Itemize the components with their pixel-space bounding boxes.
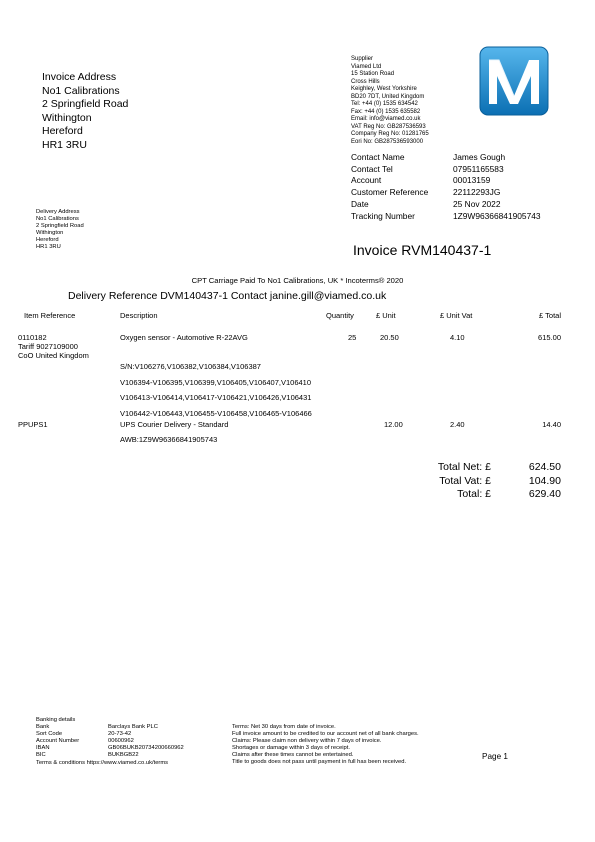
contact-row bbox=[351, 211, 541, 223]
delivery-address-title: Delivery Address bbox=[36, 209, 80, 215]
supplier-line: Supplier bbox=[351, 56, 374, 62]
contact-row bbox=[351, 199, 541, 211]
serial-line: V106413-V106414,V106417-V106421,V106426,V106431 bbox=[120, 393, 312, 403]
total-vat-row bbox=[421, 475, 561, 489]
contact-row bbox=[351, 187, 541, 199]
terms-line: Full invoice amount to be credited to our account net of all bank charges. bbox=[232, 731, 419, 738]
table-row-1-item-ref bbox=[18, 333, 89, 360]
delivery-address-line: Withington bbox=[36, 230, 64, 237]
supplier-line: BD20 7DT, United Kingdom bbox=[351, 93, 425, 100]
banking-row bbox=[36, 731, 184, 738]
banking-label: IBAN bbox=[36, 745, 50, 752]
supplier-line: Viamed Ltd bbox=[351, 63, 382, 70]
total-label: Total: £ bbox=[457, 488, 491, 501]
banking-value: 20-73-42 bbox=[108, 731, 132, 738]
serial-line: V106394-V106395,V106399,V106405,V106407,V106410 bbox=[120, 377, 312, 387]
contact-row bbox=[351, 175, 541, 187]
contact-value: 1Z9W96366841905743 bbox=[453, 210, 541, 221]
terms-line: Title to goods does not pass until payment in full has been received. bbox=[232, 759, 407, 766]
invoice-address-line: Withington bbox=[42, 111, 92, 124]
supplier-line: Email: info@viamed.co.uk bbox=[351, 116, 421, 122]
contact-label: Customer Reference bbox=[351, 187, 429, 198]
item-ref-line: CoO United Kingdom bbox=[18, 351, 89, 360]
table-row-2-unit-vat: 2.40 bbox=[450, 420, 465, 429]
banking-row bbox=[36, 745, 184, 752]
supplier-line: Tel: +44 (0) 1535 634542 bbox=[351, 101, 418, 107]
serial-line: S/N:V106276,V106382,V106384,V106387 bbox=[120, 362, 261, 371]
contact-value: 22112293JG bbox=[453, 187, 501, 198]
delivery-reference: Delivery Reference DVM140437-1 Contact janine.gill@viamed.co.uk bbox=[68, 290, 387, 302]
contact-label: Tracking Number bbox=[351, 210, 415, 221]
contact-value: 00013159 bbox=[453, 175, 491, 186]
banking-value: BUKBGB22 bbox=[108, 752, 139, 759]
payment-terms bbox=[232, 724, 419, 767]
banking-label: Sort Code bbox=[36, 731, 63, 738]
terms-line: Terms: Net 30 days from date of invoice. bbox=[232, 724, 336, 730]
header-unit: £ Unit bbox=[376, 311, 396, 320]
delivery-address-line: No1 Calibrations bbox=[36, 216, 79, 223]
terms-line: Shortages or damage within 3 days of receipt. bbox=[232, 745, 350, 752]
header-quantity: Quantity bbox=[326, 311, 354, 320]
header-total: £ Total bbox=[539, 311, 561, 320]
contact-info bbox=[351, 152, 541, 222]
banking-value: 00600962 bbox=[108, 738, 134, 745]
total-vat-label: Total Vat: £ bbox=[439, 474, 491, 487]
total-vat-value: 104.90 bbox=[528, 474, 561, 487]
supplier-line: Fax: +44 (0) 1535 635582 bbox=[351, 108, 421, 115]
table-row-1-quantity: 25 bbox=[348, 333, 357, 342]
invoice-address bbox=[42, 71, 128, 153]
table-row-1-description: Oxygen sensor - Automotive R-22AVG bbox=[120, 333, 248, 342]
table-row-1-unit: 20.50 bbox=[380, 333, 399, 342]
table-row-1-unit-vat: 4.10 bbox=[450, 333, 465, 342]
viamed-logo-icon bbox=[479, 46, 549, 116]
contact-label: Date bbox=[351, 198, 369, 209]
total-value: 629.40 bbox=[528, 488, 561, 501]
terms-line: Claims: Please claim non delivery within 7 days of invoice. bbox=[232, 738, 382, 745]
invoice-address-line: HR1 3RU bbox=[42, 138, 87, 151]
table-row-2-total: 14.40 bbox=[542, 420, 561, 429]
table-row-2-item-ref: PPUPS1 bbox=[18, 420, 48, 429]
total-row bbox=[421, 488, 561, 502]
header-description: Description bbox=[120, 311, 158, 320]
banking-row bbox=[36, 738, 184, 745]
supplier-line: Cross Hills bbox=[351, 78, 380, 85]
banking-label: Bank bbox=[36, 724, 50, 731]
contact-value: 07951165583 bbox=[453, 163, 504, 174]
total-net-label: Total Net: £ bbox=[437, 461, 491, 473]
table-row-2-unit: 12.00 bbox=[384, 420, 403, 429]
table-row-1-serials bbox=[120, 359, 312, 421]
terms-conditions-link[interactable]: Terms & conditions https://www.viamed.co.uk/terms bbox=[36, 759, 169, 766]
item-ref-line: 0110182 bbox=[18, 333, 47, 342]
supplier-line: Eori No: GB287536593000 bbox=[351, 138, 424, 145]
table-row-2-awb: AWB:1Z9W96366841905743 bbox=[120, 435, 218, 444]
page-number: Page 1 bbox=[482, 752, 508, 761]
contact-row bbox=[351, 164, 541, 176]
contact-value: James Gough bbox=[453, 152, 506, 162]
serial-line: V106442-V106443,V106455-V106458,V106465-V106466 bbox=[120, 408, 312, 418]
banking-value: Barclays Bank PLC bbox=[108, 724, 158, 731]
contact-label: Contact Tel bbox=[351, 163, 393, 174]
delivery-address bbox=[36, 209, 84, 252]
invoice-address-title: Invoice Address bbox=[42, 71, 117, 83]
banking-label: BIC bbox=[36, 752, 46, 759]
delivery-address-line: Hereford bbox=[36, 237, 59, 244]
terms-line: Claims after these times cannot be entertained. bbox=[232, 752, 354, 759]
totals-block bbox=[421, 461, 561, 502]
contact-label: Contact Name bbox=[351, 152, 405, 162]
carriage-line: CPT Carriage Paid To No1 Calibrations, UK * Incoterms® 2020 bbox=[191, 276, 404, 285]
delivery-address-line: 2 Springfield Road bbox=[36, 223, 84, 230]
banking-details bbox=[36, 717, 184, 767]
table-row-1-total: 615.00 bbox=[538, 333, 561, 342]
banking-title: Banking details bbox=[36, 717, 76, 723]
table-row-2-description: UPS Courier Delivery - Standard bbox=[120, 420, 229, 429]
delivery-address-line: HR1 3RU bbox=[36, 244, 61, 251]
supplier-line: VAT Reg No: GB287536593 bbox=[351, 123, 426, 130]
total-net-row bbox=[421, 461, 561, 475]
header-item-reference: Item Reference bbox=[24, 311, 76, 320]
supplier-block bbox=[351, 56, 429, 146]
item-ref-line: Tariff 9027109000 bbox=[18, 342, 78, 351]
banking-row bbox=[36, 724, 184, 731]
invoice-address-line: Hereford bbox=[42, 125, 83, 138]
supplier-line: 15 Station Road bbox=[351, 71, 395, 77]
supplier-line: Company Reg No: 01281765 bbox=[351, 131, 429, 137]
banking-row bbox=[36, 752, 184, 759]
invoice-address-line: No1 Calibrations bbox=[42, 84, 120, 97]
viamed-logo bbox=[479, 46, 549, 116]
contact-row bbox=[351, 152, 541, 164]
contact-value: 25 Nov 2022 bbox=[453, 198, 501, 209]
supplier-line: Keighley, West Yorkshire bbox=[351, 86, 417, 92]
total-net-value: 624.50 bbox=[528, 461, 561, 473]
invoice-title: Invoice RVM140437-1 bbox=[353, 242, 492, 258]
contact-label: Account bbox=[351, 175, 382, 186]
invoice-address-line: 2 Springfield Road bbox=[42, 98, 129, 111]
header-unit-vat: £ Unit Vat bbox=[440, 311, 473, 320]
banking-value: GB06BUKB20734200660962 bbox=[108, 745, 184, 752]
banking-label: Account Number bbox=[36, 738, 80, 745]
